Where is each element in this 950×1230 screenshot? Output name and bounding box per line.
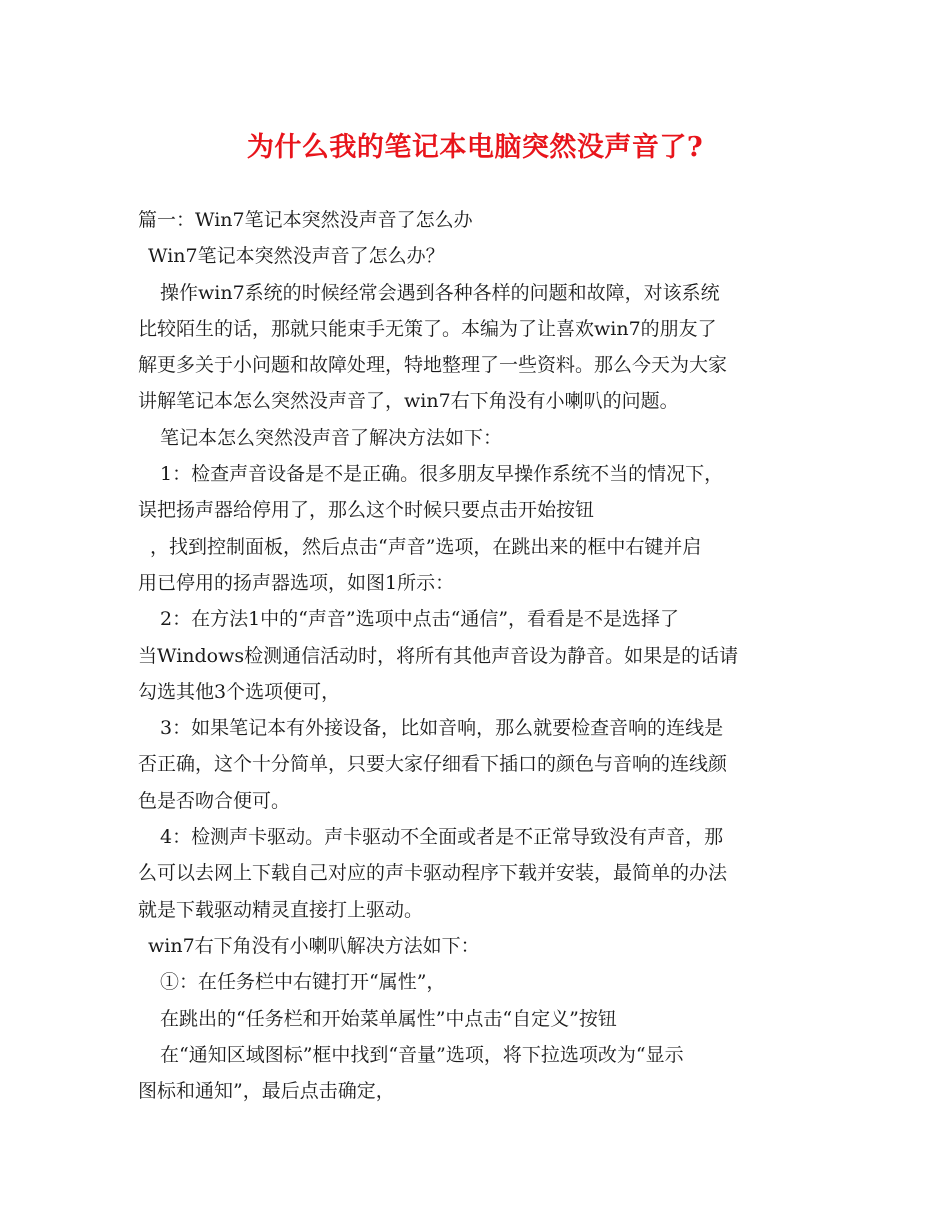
- text-line: ，找到控制面板，然后点击“声音”选项，在跳出来的框中右键并启: [150, 535, 702, 558]
- text-line: 在“通知区域图标”框中找到“音量”选项，将下拉选项改为“显示: [160, 1043, 684, 1066]
- text-line: win7右下角没有小喇叭解决方法如下：: [148, 934, 480, 957]
- text-line: 图标和通知”，最后点击确定，: [138, 1080, 395, 1103]
- text-line: 讲解笔记本怎么突然没声音了，win7右下角没有小喇叭的问题。: [138, 390, 679, 413]
- document-title: 为什么我的笔记本电脑突然没声音了?: [246, 132, 704, 163]
- text-line: 否正确，这个十分简单，只要大家仔细看下插口的颜色与音响的连线颜: [138, 753, 728, 776]
- text-line: 1：检查声音设备是不是正确。很多朋友早操作系统不当的情况下，: [160, 463, 724, 486]
- text-line: 比较陌生的话，那就只能束手无策了。本编为了让喜欢win7的朋友了: [138, 317, 717, 340]
- text-line: 3：如果笔记本有外接设备，比如音响，那么就要检查音响的连线是: [160, 717, 724, 740]
- text-line: 当Windows检测通信活动时，将所有其他声音设为静音。如果是的话请: [138, 644, 739, 667]
- text-line: Win7笔记本突然没声音了怎么办？: [148, 245, 445, 268]
- text-line: 就是下载驱动精灵直接打上驱动。: [138, 898, 424, 921]
- text-line: 用已停用的扬声器选项，如图1所示：: [138, 571, 455, 594]
- text-line: 2：在方法1中的“声音”选项中点击“通信”，看看是不是选择了: [160, 608, 680, 631]
- text-line: ①：在任务栏中右键打开“属性”，: [160, 971, 446, 994]
- text-line: 误把扬声器给停用了，那么这个时候只要点击开始按钮: [138, 499, 595, 522]
- text-line: 勾选其他3个选项便可，: [138, 680, 341, 703]
- text-line: 在跳出的“任务栏和开始菜单属性”中点击“自定义”按钮: [160, 1007, 617, 1030]
- text-line: 么可以去网上下载自己对应的声卡驱动程序下载并安装，最简单的办法: [138, 862, 728, 885]
- text-line: 色是否吻合便可。: [138, 789, 291, 812]
- text-line: 解更多关于小问题和故障处理，特地整理了一些资料。那么今天为大家: [138, 354, 728, 377]
- text-line: 操作win7系统的时候经常会遇到各种各样的问题和故障，对该系统: [160, 281, 720, 304]
- text-line: 笔记本怎么突然没声音了解决方法如下：: [160, 426, 503, 449]
- text-line: 4：检测声卡驱动。声卡驱动不全面或者是不正常导致没有声音，那: [160, 826, 724, 849]
- document-body: [138, 202, 818, 1109]
- text-line: 篇一：Win7笔记本突然没声音了怎么办: [138, 209, 473, 231]
